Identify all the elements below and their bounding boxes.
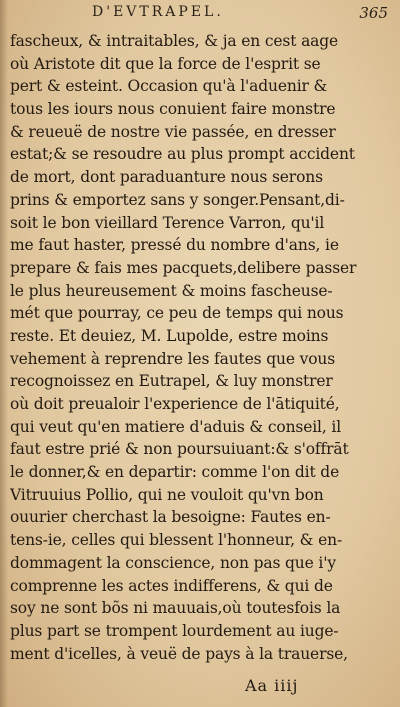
text-line: qui veut qu'en matiere d'aduis & conseil, il [10, 417, 342, 436]
text-line: reste. Et deuiez, M. Lupolde, estre moins [10, 326, 329, 345]
text-line: fascheux, & intraitables, & ja en cest aage [10, 32, 339, 50]
running-head: D'EVTRAPEL. [92, 4, 224, 20]
text-line: où doit preualoir l'experience de l'ātiquité, [10, 395, 340, 413]
text-line: faut estre prié & non poursuiuant:& s'offrāt [10, 440, 349, 459]
text-line: me faut haster, pressé du nombre d'ans, ie [10, 236, 339, 255]
text-line: mét que pourray, ce peu de temps qui nous [10, 304, 344, 323]
text-line: prins & emportez sans y songer.Pensant,di- [10, 190, 345, 209]
text-line: soy ne sont bõs ni mauuais,où toutesfois la [10, 599, 341, 618]
page-number: 365 [359, 4, 388, 22]
text-line: plus part se trompent lourdement au iuge- [10, 621, 339, 640]
text-line: le plus heureusement & moins fascheuse- [10, 281, 333, 300]
text-line: pert & esteint. Occasion qu'à l'aduenir & [10, 77, 328, 96]
page-footer [0, 676, 400, 700]
page-gutter-shadow [0, 0, 8, 707]
signature-mark: Aa iiij [245, 676, 299, 695]
text-line: prepare & fais mes pacquets,delibere passer [10, 258, 357, 277]
text-line: estat;& se resoudre au plus prompt accident [10, 145, 355, 164]
body-text [10, 30, 394, 665]
text-line: dommagent la conscience, non pas que i'y [10, 553, 336, 572]
text-line: Vitruuius Pollio, qui ne vouloit qu'vn bon [10, 485, 324, 504]
text-line: tens-ie, celles qui blessent l'honneur, & en- [10, 531, 343, 550]
text-line: ment d'icelles, à veuë de pays à la trauerse, [10, 644, 348, 663]
text-line: où Aristote dit que la force de l'esprit se [10, 54, 321, 73]
text-line: comprenne les actes indifferens, & qui de [10, 576, 333, 595]
text-line: le donner,& en departir: comme l'on dit de [10, 463, 340, 482]
page-header [0, 4, 400, 26]
text-line: & reueuë de nostre vie passée, en dresser [10, 122, 336, 141]
text-line: soit le bon vieillard Terence Varron, qu'il [10, 213, 325, 232]
text-line: tous les iours nous conuient faire monstre [10, 100, 336, 119]
text-line: de mort, dont paraduanture nous serons [10, 168, 323, 187]
text-line: vehement à reprendre les fautes que vous [10, 349, 336, 368]
text-line: recognoissez en Eutrapel, & luy monstrer [10, 372, 333, 391]
text-line: ouurier cherchast la besoigne: Fautes en- [10, 508, 331, 527]
